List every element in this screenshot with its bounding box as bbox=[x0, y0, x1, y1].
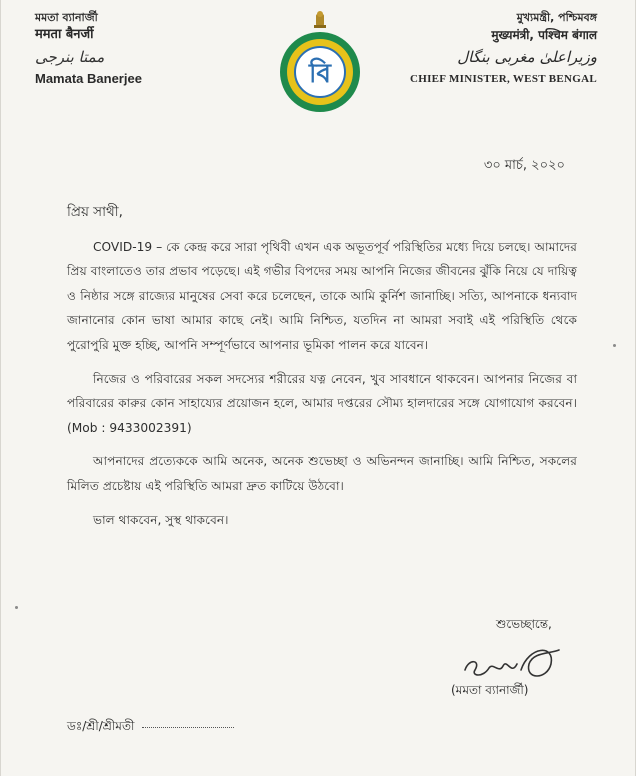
paragraph-2: নিজের ও পরিবারের সকল সদস্যের শরীরের যত্ন নেবেন, খুব সাবধানে থাকবেন। আপনার নিজের বা পরিবারের কারুর কোন সাহায্যের প্রয়োজন হলে, আমার দপ্তরের সৌম্য হালদারের সঙ্গে যোগাযোগ করবেন। (Mob : 9433002391) bbox=[67, 371, 577, 435]
letter-body bbox=[67, 200, 577, 541]
salutation: প্রিয় সাথী, bbox=[67, 204, 123, 220]
closing-greeting: শুভেচ্ছান্তে, bbox=[496, 617, 552, 631]
addressee-blank bbox=[142, 727, 234, 728]
title-bengali: মুখ্যমন্ত্রী, পশ্চিমবঙ্গ bbox=[516, 11, 597, 24]
paper-speck bbox=[613, 344, 616, 347]
letterhead-left bbox=[35, 10, 255, 88]
addressee-label: ডঃ/শ্রী/শ্রীমতী bbox=[67, 719, 135, 733]
signature-name: (মমতা ব্যানার্জী) bbox=[451, 683, 529, 697]
letter-date: ৩০ মার্চ, ২০২০ bbox=[483, 158, 565, 173]
letterhead-right bbox=[357, 10, 597, 88]
paragraph-1: COVID-19 – কে কেন্দ্র করে সারা পৃথিবী এখন এক অভূতপূর্ব পরিস্থিতির মধ্যে দিয়ে চলছে। আমাদের প্রিয় বাংলাতেও তার প্রভাব পড়েছে। এই গভীর বিপদের সময় আপনি নিজের জীবনের ঝুঁকি নিয়ে যে দায়িত্ব ও নিষ্ঠার সঙ্গে রাজ্যের মানুষের সেবা করে চলেছেন, তাকে আমি কুর্নিশ জানাচ্ছি। সত্যি, আপনাকে ধন্যবাদ জানানোর কোন ভাষা আমার কাছে নেই। আমি নিশ্চিত, যতদিন না আমরা সবাই এই পরিস্থিতি থেকে পুরোপুরি মুক্ত হচ্ছি, আপনি সম্পূর্ণভাবে আপনার ভূমিকা পালন করে যাবেন। bbox=[67, 239, 577, 352]
paper-speck bbox=[15, 606, 18, 609]
handwritten-signature-icon bbox=[459, 640, 569, 686]
ashoka-emblem-icon bbox=[310, 10, 330, 30]
paragraph-3: আপনাদের প্রত্যেককে আমি অনেক, অনেক শুভেচ্ছা ও অভিনন্দন জানাচ্ছি। আমি নিশ্চিত, সকলের মিলিত প্রচেষ্টায় এই পরিস্থিতি আমরা দ্রুত কাটিয়ে উঠবো। bbox=[67, 454, 577, 493]
emblem-logo-icon bbox=[274, 22, 366, 114]
addressee-line bbox=[67, 718, 234, 738]
title-urdu: وزیراعلیٰ مغربی بنگال bbox=[457, 48, 597, 66]
name-english: Mamata Banerjee bbox=[35, 71, 142, 86]
title-hindi: मुख्यमंत्री, पश्चिम बंगाल bbox=[491, 28, 597, 42]
title-english: CHIEF MINISTER, WEST BENGAL bbox=[409, 73, 597, 85]
name-urdu: ممتا بنرجی bbox=[35, 48, 105, 66]
emblem-letter: বি bbox=[309, 59, 331, 89]
paragraph-4: ভাল থাকবেন, সুস্থ থাকবেন। bbox=[93, 512, 229, 527]
name-hindi: ममता बैनर्जी bbox=[35, 27, 94, 42]
biswa-bangla-emblem bbox=[274, 22, 366, 114]
name-bengali: মমতা ব্যানার্জী bbox=[35, 11, 98, 24]
